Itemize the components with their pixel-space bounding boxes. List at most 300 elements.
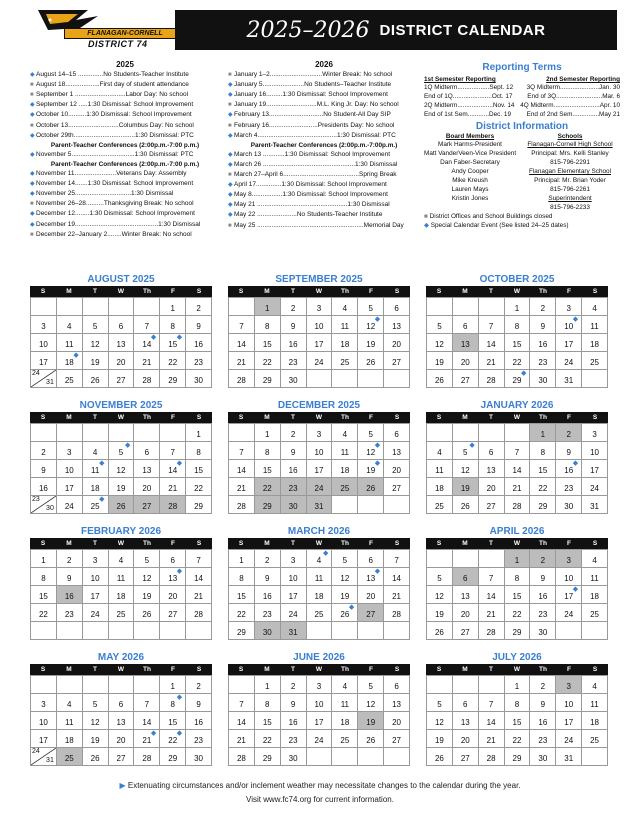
day-cell xyxy=(332,712,358,730)
day-number: 18 xyxy=(340,466,350,475)
day-cell xyxy=(160,604,186,622)
month-calendar xyxy=(30,274,212,388)
day-number: 19 xyxy=(366,340,376,349)
day-number: 1 xyxy=(265,682,270,691)
day-number: 5 xyxy=(118,448,124,457)
blue-diamond-icon: ◆ xyxy=(228,192,233,199)
day-cell xyxy=(83,496,109,514)
day-number: 24 xyxy=(32,370,40,377)
day-number: 13 xyxy=(392,700,402,709)
day-number: 9 xyxy=(290,322,296,331)
day-cell xyxy=(384,352,410,370)
day-number: 21 xyxy=(194,592,204,601)
day-cell xyxy=(281,712,307,730)
day-number: 1 xyxy=(540,430,546,439)
weekday-label: S xyxy=(394,540,400,547)
day-number: 15 xyxy=(168,340,178,349)
day-number: 1 xyxy=(265,304,270,313)
day-cell xyxy=(358,478,384,496)
day-cell xyxy=(479,352,505,370)
day-number: 17 xyxy=(590,466,600,475)
weekday-header xyxy=(228,412,410,423)
day-number: 5 xyxy=(437,700,442,709)
day-cell xyxy=(160,298,186,316)
day-cell xyxy=(358,550,384,568)
weekday-label: S xyxy=(436,666,442,673)
event-item xyxy=(228,100,420,110)
event-item xyxy=(30,230,220,240)
event-text: February 13..............................No Student-All Day SIP xyxy=(234,111,391,119)
day-number: 11 xyxy=(590,700,599,709)
day-number: 4 xyxy=(437,448,442,457)
empty-cell xyxy=(134,622,160,640)
weekday-label: W xyxy=(315,666,323,673)
empty-cell xyxy=(186,622,212,640)
day-cell xyxy=(307,676,333,694)
day-cell xyxy=(427,460,453,478)
event-text: August 14–15 ..............No Students-Teacher Institute xyxy=(36,71,189,79)
day-cell xyxy=(160,478,186,496)
sem2-date: End of 3Q..........................Mar. 6 xyxy=(527,93,620,100)
day-cell xyxy=(186,352,212,370)
day-cell xyxy=(556,712,582,730)
day-cell xyxy=(186,712,212,730)
day-cell xyxy=(160,460,186,478)
day-number: 11 xyxy=(90,466,100,475)
day-number: 17 xyxy=(90,592,100,601)
school-line: 815-796-2261 xyxy=(550,186,590,193)
day-cell xyxy=(109,478,135,496)
day-number: 28 xyxy=(236,754,246,763)
sem1-date: End of 1Q......................Oct. 17 xyxy=(424,93,513,100)
day-cell xyxy=(505,334,531,352)
day-number: 5 xyxy=(437,322,442,331)
day-cell xyxy=(229,442,255,460)
day-number: 26 xyxy=(340,610,350,619)
day-number: 7 xyxy=(239,700,244,709)
day-cell xyxy=(453,496,479,514)
day-number: 3 xyxy=(290,556,296,565)
weekday-label: S xyxy=(40,666,46,673)
day-number: 12 xyxy=(90,718,100,727)
weekday-label: F xyxy=(171,288,175,295)
weekday-label: F xyxy=(369,540,373,547)
day-number: 16 xyxy=(538,718,548,727)
day-cell xyxy=(530,424,556,442)
blue-diamond-icon: ◆ xyxy=(30,221,35,228)
weekday-label: W xyxy=(315,414,323,421)
day-number: 11 xyxy=(435,466,444,475)
day-number: 4 xyxy=(342,682,348,691)
month-title: JANUARY 2026 xyxy=(480,400,554,411)
day-cell xyxy=(109,712,135,730)
special-event-diamond-icon: ◆ xyxy=(150,730,157,737)
day-number: 5 xyxy=(342,556,348,565)
day-cell xyxy=(427,442,453,460)
day-number: 12 xyxy=(460,466,470,475)
day-number: 27 xyxy=(168,610,178,619)
day-number: 18 xyxy=(590,592,600,601)
sem2-date: End of 2nd Sem...............May 21 xyxy=(526,111,620,118)
event-text: September 12 .....1:30 Dismissal: School Improvement xyxy=(36,101,194,109)
event-item xyxy=(228,110,420,120)
day-cell xyxy=(229,496,255,514)
board-member: Kristin Jones xyxy=(451,195,489,202)
day-number: 21 xyxy=(236,736,246,745)
day-cell xyxy=(134,316,160,334)
logo-district: DISTRICT 74 xyxy=(88,39,148,49)
day-number: 23 xyxy=(288,484,298,493)
day-cell xyxy=(384,676,410,694)
event-text: October 10..........1:30 Dismissal: School Improvement xyxy=(36,111,192,119)
day-number: 21 xyxy=(236,358,246,367)
weekday-label: F xyxy=(567,288,571,295)
day-number: 17 xyxy=(64,484,74,493)
event-text: October 29th..................................1:30 Dismissal: PTC xyxy=(36,131,194,139)
month-title: MAY 2026 xyxy=(97,652,145,663)
day-grid xyxy=(426,297,608,388)
day-cell xyxy=(427,730,453,748)
empty-cell xyxy=(83,676,109,694)
weekday-label: S xyxy=(394,414,400,421)
day-number: 21 xyxy=(486,736,496,745)
day-number: 15 xyxy=(38,592,48,601)
day-number: 14 xyxy=(168,466,178,475)
day-cell xyxy=(160,676,186,694)
empty-cell xyxy=(83,424,109,442)
blue-diamond-icon: ◆ xyxy=(228,161,233,168)
day-number: 15 xyxy=(194,466,204,475)
day-cell xyxy=(186,550,212,568)
month-title: SEPTEMBER 2025 xyxy=(275,274,363,285)
day-number: 6 xyxy=(463,574,468,583)
day-number: 6 xyxy=(118,700,124,709)
day-cell xyxy=(255,424,281,442)
day-number: 7 xyxy=(239,448,244,457)
day-number: 27 xyxy=(392,736,402,745)
day-number: 15 xyxy=(262,340,272,349)
day-number: 22 xyxy=(512,736,522,745)
day-number: 6 xyxy=(394,304,399,313)
day-number: 27 xyxy=(460,628,470,637)
event-text: January 5.......................No Students–Teacher Institute xyxy=(234,81,392,89)
day-cell xyxy=(160,748,186,766)
day-cell xyxy=(505,586,531,604)
day-number: 12 xyxy=(434,340,444,349)
day-cell xyxy=(530,442,556,460)
day-cell xyxy=(186,370,212,388)
weekday-label: W xyxy=(117,414,125,421)
day-number: 10 xyxy=(288,574,298,583)
weekday-label: S xyxy=(40,414,46,421)
day-cell xyxy=(160,316,186,334)
day-cell xyxy=(281,694,307,712)
day-cell xyxy=(31,550,57,568)
day-cell xyxy=(83,334,109,352)
day-cell xyxy=(307,298,333,316)
day-cell xyxy=(255,334,281,352)
day-cell xyxy=(186,586,212,604)
day-number: 14 xyxy=(236,466,246,475)
day-cell xyxy=(505,496,531,514)
empty-cell xyxy=(505,424,531,442)
day-number: 12 xyxy=(366,700,376,709)
school-line: Flanagan-Cornell High School xyxy=(527,141,613,148)
day-number: 20 xyxy=(460,358,470,367)
weekday-label: Th xyxy=(143,414,151,421)
day-number: 9 xyxy=(41,466,46,475)
schools xyxy=(520,133,620,212)
day-cell xyxy=(453,568,479,586)
day-cell xyxy=(505,370,531,388)
day-number: 19 xyxy=(434,610,444,619)
day-cell xyxy=(384,334,410,352)
empty-cell xyxy=(358,496,384,514)
day-cell xyxy=(134,478,160,496)
event-item xyxy=(30,131,220,141)
day-cell xyxy=(31,586,57,604)
day-number: 16 xyxy=(288,340,298,349)
day-cell xyxy=(255,604,281,622)
day-number: 20 xyxy=(460,736,470,745)
event-text: May 25 ...........................................................Memorial Day xyxy=(234,221,404,229)
special-event-diamond-icon: ◆ xyxy=(176,568,183,575)
weekday-label: Th xyxy=(341,414,349,421)
day-number: 21 xyxy=(142,358,152,367)
empty-cell xyxy=(160,424,186,442)
day-number: 15 xyxy=(512,340,522,349)
day-number: 31 xyxy=(46,379,54,386)
day-cell xyxy=(530,334,556,352)
day-cell xyxy=(83,730,109,748)
day-number: 13 xyxy=(486,466,496,475)
day-cell xyxy=(582,550,608,568)
day-cell xyxy=(556,334,582,352)
day-cell xyxy=(505,478,531,496)
event-text: November 11.......................Veterans Day: Assembly xyxy=(36,170,187,178)
day-number: 26 xyxy=(90,376,100,385)
weekday-label: T xyxy=(489,540,493,547)
day-number: 5 xyxy=(92,700,98,709)
day-cell xyxy=(530,370,556,388)
day-number: 15 xyxy=(538,466,548,475)
weekday-label: M xyxy=(462,540,468,547)
blue-diamond-icon: ◆ xyxy=(30,181,35,188)
special-event-diamond-icon: ◆ xyxy=(176,694,183,701)
day-cell xyxy=(281,622,307,640)
day-number: 17 xyxy=(564,340,574,349)
day-number: 17 xyxy=(38,358,48,367)
day-cell xyxy=(427,604,453,622)
empty-cell xyxy=(31,424,57,442)
day-cell xyxy=(556,694,582,712)
day-cell xyxy=(530,694,556,712)
day-number: 1 xyxy=(41,556,46,565)
day-number: 1 xyxy=(170,304,175,313)
weekday-label: S xyxy=(196,414,202,421)
day-cell xyxy=(427,496,453,514)
events-2026-year: 2026 xyxy=(315,60,333,69)
day-cell xyxy=(57,568,83,586)
day-number: 24 xyxy=(314,484,324,493)
empty-cell xyxy=(332,496,358,514)
weekday-label: Th xyxy=(539,288,547,295)
day-cell xyxy=(160,730,186,748)
day-cell xyxy=(186,730,212,748)
day-cell xyxy=(255,694,281,712)
day-number: 1 xyxy=(514,682,520,691)
day-cell xyxy=(281,442,307,460)
special-event-diamond-icon: ◆ xyxy=(572,460,579,467)
day-number: 14 xyxy=(512,466,522,475)
weekday-label: W xyxy=(513,540,521,547)
gray-square-icon: ■ xyxy=(30,82,34,89)
day-number: 20 xyxy=(392,340,402,349)
legend-closed xyxy=(424,212,620,221)
day-cell xyxy=(255,370,281,388)
empty-cell xyxy=(453,550,479,568)
day-number: 27 xyxy=(142,502,152,511)
day-number: 6 xyxy=(394,430,399,439)
weekday-label: M xyxy=(264,540,270,547)
day-cell xyxy=(281,424,307,442)
empty-cell xyxy=(109,298,135,316)
day-grid xyxy=(30,297,212,388)
day-cell xyxy=(530,622,556,640)
day-cell xyxy=(307,478,333,496)
day-cell xyxy=(281,478,307,496)
empty-cell xyxy=(384,370,410,388)
day-number: 14 xyxy=(486,592,496,601)
day-cell xyxy=(134,604,160,622)
day-number: 10 xyxy=(38,340,48,349)
day-number: 12 xyxy=(340,574,350,583)
day-cell xyxy=(582,460,608,478)
day-number: 13 xyxy=(460,340,470,349)
day-number: 27 xyxy=(460,754,470,763)
day-number: 29 xyxy=(168,376,178,385)
weekday-label: W xyxy=(117,666,125,673)
day-cell xyxy=(332,568,358,586)
empty-cell xyxy=(384,748,410,766)
empty-cell xyxy=(582,622,608,640)
day-number: 22 xyxy=(262,358,272,367)
day-number: 18 xyxy=(434,484,444,493)
day-cell xyxy=(530,496,556,514)
day-cell xyxy=(109,442,135,460)
day-cell xyxy=(134,496,160,514)
day-cell xyxy=(505,712,531,730)
day-number: 18 xyxy=(590,340,600,349)
day-cell xyxy=(31,568,57,586)
day-number: 18 xyxy=(314,592,324,601)
weekday-label: S xyxy=(592,666,598,673)
day-number: 19 xyxy=(366,718,376,727)
day-cell xyxy=(453,604,479,622)
day-number: 3 xyxy=(566,304,571,313)
day-cell xyxy=(109,748,135,766)
reporting-title: Reporting Terms xyxy=(482,62,562,73)
sem2-heading: 2nd Semester Reporting xyxy=(546,76,620,83)
day-number: 30 xyxy=(194,376,204,385)
day-cell xyxy=(57,712,83,730)
day-cell xyxy=(83,460,109,478)
weekday-label: S xyxy=(196,666,202,673)
day-number: 26 xyxy=(366,736,376,745)
day-number: 5 xyxy=(437,574,442,583)
day-number: 10 xyxy=(314,700,324,709)
event-text: August 18...................First day of student attendance xyxy=(36,81,189,89)
day-number: 31 xyxy=(46,757,54,764)
empty-cell xyxy=(57,622,83,640)
day-cell xyxy=(479,478,505,496)
day-number: 28 xyxy=(142,376,152,385)
day-number: 2 xyxy=(196,304,201,313)
weekday-label: M xyxy=(66,540,72,547)
day-number: 12 xyxy=(142,574,152,583)
day-cell xyxy=(255,676,281,694)
weekday-label: T xyxy=(489,288,493,295)
empty-cell xyxy=(358,748,384,766)
weekday-label: S xyxy=(592,288,598,295)
day-cell xyxy=(479,604,505,622)
day-cell xyxy=(229,622,255,640)
day-number: 8 xyxy=(265,448,270,457)
weekday-label: Th xyxy=(539,540,547,547)
day-cell xyxy=(427,370,453,388)
month-title: OCTOBER 2025 xyxy=(479,274,555,285)
weekday-label: M xyxy=(66,666,72,673)
day-number: 13 xyxy=(142,466,152,475)
day-cell xyxy=(83,604,109,622)
day-cell xyxy=(229,748,255,766)
day-cell xyxy=(358,298,384,316)
day-cell xyxy=(307,550,333,568)
day-number: 18 xyxy=(590,718,600,727)
weekday-label: S xyxy=(592,414,598,421)
day-number: 23 xyxy=(538,610,548,619)
day-cell xyxy=(31,442,57,460)
day-cell xyxy=(186,478,212,496)
day-number: 21 xyxy=(392,592,402,601)
day-cell xyxy=(134,550,160,568)
month-title: DECEMBER 2025 xyxy=(277,400,361,411)
day-number: 24 xyxy=(314,358,324,367)
weekday-label: F xyxy=(369,414,373,421)
day-number: 11 xyxy=(65,718,74,727)
day-number: 4 xyxy=(342,304,348,313)
day-number: 1 xyxy=(196,430,201,439)
day-cell xyxy=(556,352,582,370)
empty-cell xyxy=(332,370,358,388)
day-cell xyxy=(582,424,608,442)
special-event-diamond-icon: ◆ xyxy=(176,334,183,341)
day-number: 16 xyxy=(564,466,574,475)
day-number: 26 xyxy=(366,484,376,493)
day-number: 16 xyxy=(288,718,298,727)
day-cell xyxy=(332,478,358,496)
blue-diamond-icon: ◆ xyxy=(228,82,233,89)
day-cell xyxy=(358,568,384,586)
blue-diamond-icon: ◆ xyxy=(30,72,35,79)
weekday-label: Th xyxy=(341,288,349,295)
day-cell xyxy=(229,694,255,712)
day-number: 4 xyxy=(316,556,322,565)
day-number: 9 xyxy=(67,574,72,583)
month-calendar xyxy=(228,526,410,640)
month-calendar xyxy=(228,400,410,514)
day-number: 2 xyxy=(196,682,201,691)
